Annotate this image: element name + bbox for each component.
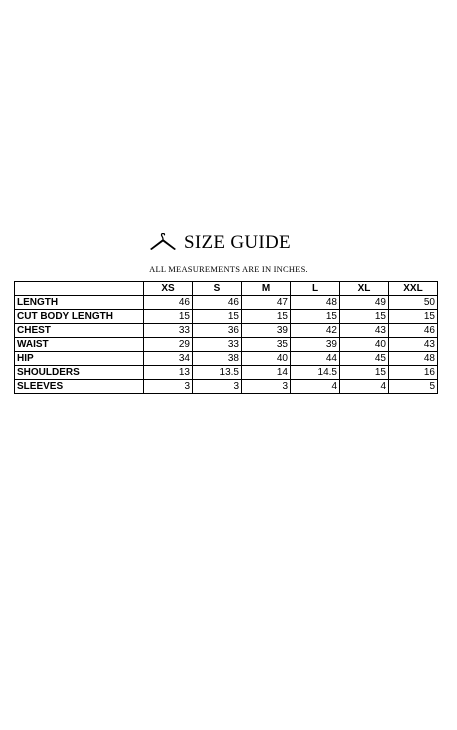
table-row <box>15 310 438 324</box>
header-cell-xl: XL <box>340 282 389 296</box>
table-row <box>15 380 438 394</box>
table-cell: 13 <box>144 366 193 380</box>
table-cell: 36 <box>193 324 242 338</box>
table-cell: 33 <box>193 338 242 352</box>
table-cell: 39 <box>291 338 340 352</box>
table-cell: 47 <box>242 296 291 310</box>
table-row <box>15 324 438 338</box>
table-cell: 15 <box>144 310 193 324</box>
table-cell: 15 <box>389 310 438 324</box>
table-cell: 40 <box>242 352 291 366</box>
table-row <box>15 296 438 310</box>
table-row <box>15 338 438 352</box>
table-cell: 3 <box>193 380 242 394</box>
table-cell: 46 <box>193 296 242 310</box>
table-cell: 3 <box>242 380 291 394</box>
table-cell: 46 <box>144 296 193 310</box>
table-cell: 15 <box>242 310 291 324</box>
table-header-row <box>15 282 438 296</box>
hanger-icon <box>148 233 178 253</box>
table-cell: 13.5 <box>193 366 242 380</box>
table-cell: 14 <box>242 366 291 380</box>
table-cell: 40 <box>340 338 389 352</box>
table-cell: 43 <box>340 324 389 338</box>
table-cell: 29 <box>144 338 193 352</box>
table-cell: 46 <box>389 324 438 338</box>
table-cell: 5 <box>389 380 438 394</box>
table-cell: 48 <box>291 296 340 310</box>
table-cell: 45 <box>340 352 389 366</box>
table-cell: 15 <box>340 310 389 324</box>
table-cell: 15 <box>340 366 389 380</box>
header-cell-empty <box>15 282 144 296</box>
table-cell: 42 <box>291 324 340 338</box>
row-label: WAIST <box>15 338 144 352</box>
table-cell: 16 <box>389 366 438 380</box>
table-cell: 50 <box>389 296 438 310</box>
row-label: SLEEVES <box>15 380 144 394</box>
header-cell-s: S <box>193 282 242 296</box>
table-cell: 49 <box>340 296 389 310</box>
table-cell: 14.5 <box>291 366 340 380</box>
table-row <box>15 352 438 366</box>
table-cell: 43 <box>389 338 438 352</box>
measurement-note: ALL MEASUREMENTS ARE IN INCHES. <box>149 264 308 274</box>
size-guide-header <box>148 230 291 256</box>
table-cell: 15 <box>193 310 242 324</box>
table-cell: 34 <box>144 352 193 366</box>
table-cell: 38 <box>193 352 242 366</box>
table-cell: 39 <box>242 324 291 338</box>
row-label: LENGTH <box>15 296 144 310</box>
table-cell: 35 <box>242 338 291 352</box>
header-cell-xs: XS <box>144 282 193 296</box>
header-cell-xxl: XXL <box>389 282 438 296</box>
table-cell: 3 <box>144 380 193 394</box>
table-cell: 33 <box>144 324 193 338</box>
row-label: SHOULDERS <box>15 366 144 380</box>
row-label: HIP <box>15 352 144 366</box>
table-cell: 15 <box>291 310 340 324</box>
row-label: CHEST <box>15 324 144 338</box>
table-cell: 4 <box>340 380 389 394</box>
table-row <box>15 366 438 380</box>
header-cell-m: M <box>242 282 291 296</box>
size-table <box>14 281 438 394</box>
row-label: CUT BODY LENGTH <box>15 310 144 324</box>
header-cell-l: L <box>291 282 340 296</box>
table-cell: 44 <box>291 352 340 366</box>
page-title: SIZE GUIDE <box>184 232 291 253</box>
table-cell: 48 <box>389 352 438 366</box>
table-cell: 4 <box>291 380 340 394</box>
